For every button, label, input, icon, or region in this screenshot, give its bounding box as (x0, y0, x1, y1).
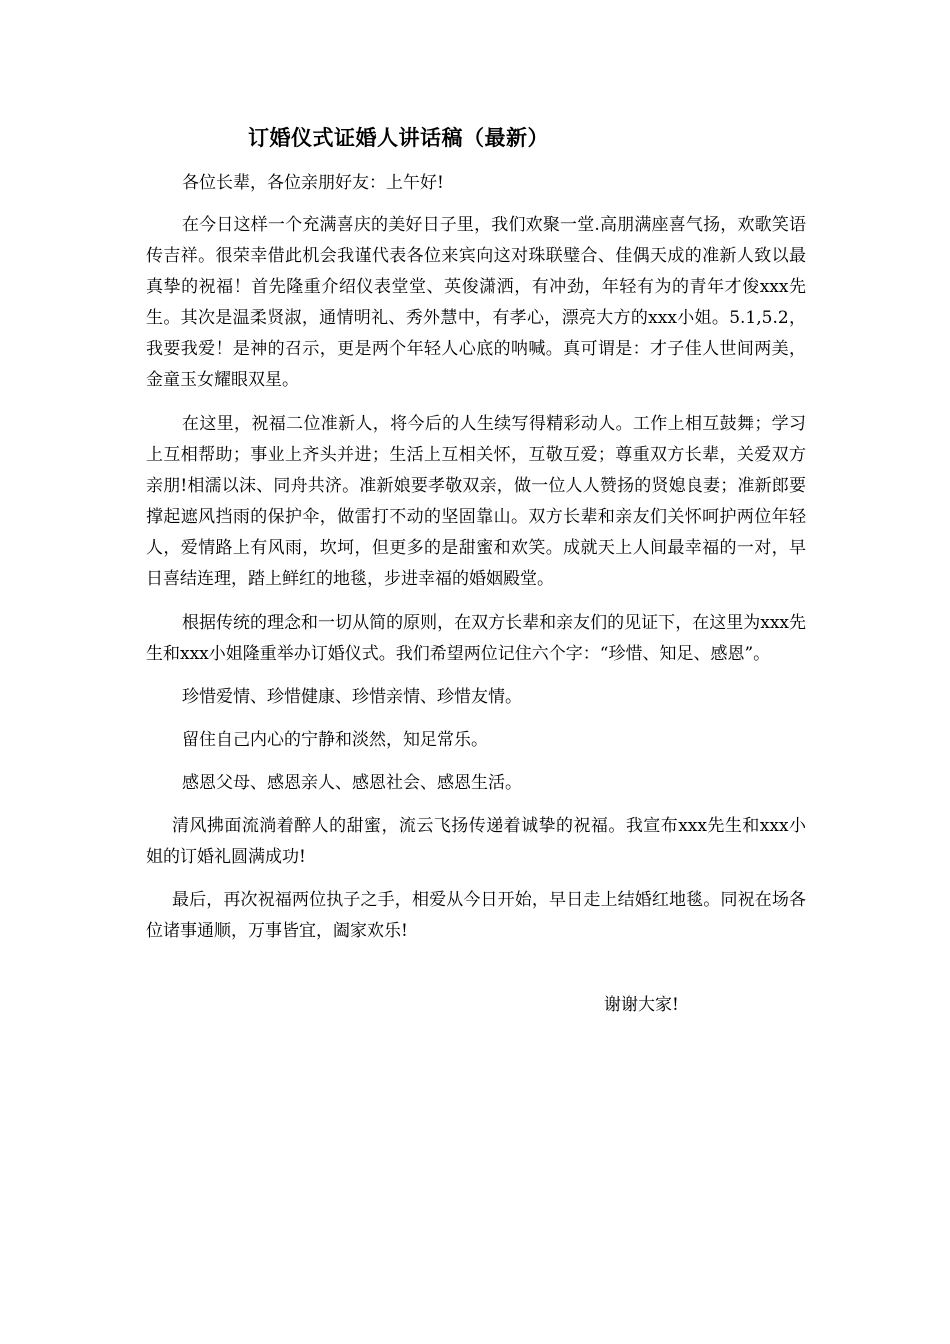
paragraph-blessing: 在这里，祝福二位准新人，将今后的人生续写得精彩动人。工作上相互鼓舞；学习上互相帮助；事业上齐头并进；生活上互相关怀，互敬互爱；尊重双方长辈，关爱双方亲朋!相濡以沫、同舟共济。准新娘要孝敬双亲，做一位人人赞扬的贤媳良妻；准新郎要撑起遮风挡雨的保护伞，做雷打不动的坚固靠山。双方长辈和亲友们关怀呵护两位年轻人，爱情路上有风雨，坎坷，但更多的是甜蜜和欢笑。成就天上人间最幸福的一对，早日喜结连理，踏上鲜红的地毯，步进幸福的婚姻殿堂。 (146, 414, 806, 589)
document-title: 订婚仪式证婚人讲话稿（最新） (248, 126, 549, 150)
paragraph-final-wishes: 最后，再次祝福两位执子之手，相爱从今日开始，早日走上结婚红地毯。同祝在场各位诸事通顺，万事皆宜，阖家欢乐! (146, 890, 806, 941)
paragraph-content: 留住自己内心的宁静和淡然，知足常乐。 (182, 730, 488, 750)
paragraph-cherish: 珍惜爱情、珍惜健康、珍惜亲情、珍惜友情。 (182, 687, 522, 707)
paragraph-ceremony: 根据传统的理念和一切从简的原则，在双方长辈和亲友们的见证下，在这里为xxx先生和xxx小姐隆重举办订婚仪式。我们希望两位记住六个字：“珍惜、知足、感恩”。 (146, 613, 806, 664)
paragraph-gratitude: 感恩父母、感恩亲人、感恩社会、感恩生活。 (182, 773, 522, 793)
document-body (146, 168, 806, 947)
paragraph-announcement: 清风拂面流淌着醉人的甜蜜，流云飞扬传递着诚挚的祝福。我宣布xxx先生和xxx小姐的订婚礼圆满成功! (146, 816, 806, 867)
paragraph-opening: 在今日这样一个充满喜庆的美好日子里，我们欢聚一堂.高朋满座喜气扬，欢歌笑语传吉祥。很荣幸借此机会我谨代表各位来宾向这对珠联璧合、佳偶天成的准新人致以最真挚的祝福！首先隆重介绍仪表堂堂、英俊潇洒，有冲劲，年轻有为的青年才俊xxx先生。其次是温柔贤淑，通情明礼、秀外慧中，有孝心，漂亮大方的xxx小姐。5.1,5.2，我要我爱！是神的召示，更是两个年轻人心底的呐喊。真可谓是：才子佳人世间两美，金童玉女耀眼双星。 (146, 215, 806, 390)
closing-thanks: 谢谢大家! (604, 995, 679, 1015)
paragraph-greeting: 各位长辈，各位亲朋好友：上午好! (182, 173, 444, 193)
